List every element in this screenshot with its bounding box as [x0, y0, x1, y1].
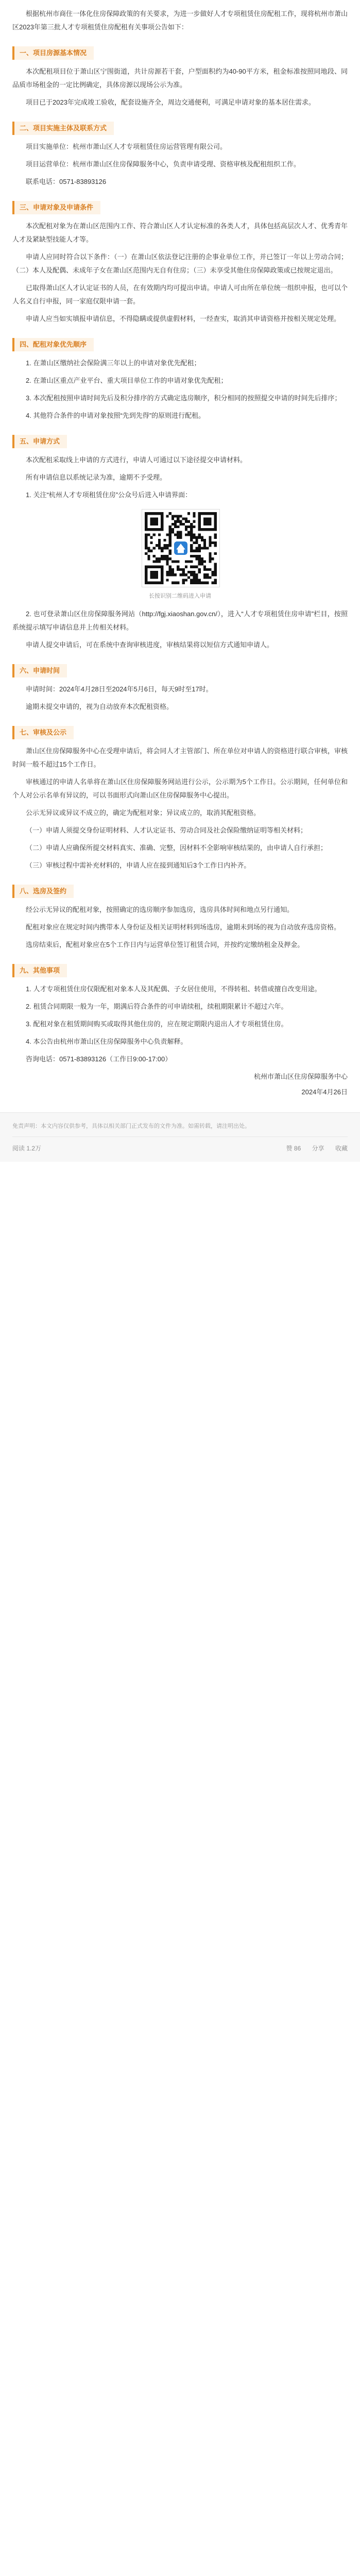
section-9-item: 1. 人才专项租赁住房仅限配租对象本人及其配偶、子女居住使用，不得转租、转借或擅自改变用途。	[26, 985, 321, 993]
section-5-note: 申请人提交申请后，可在系统中查询审核进度，审核结果将以短信方式通知申请人。	[26, 641, 274, 649]
footer-action-bar	[12, 1137, 348, 1154]
section-2-paragraph: 项目运营单位：杭州市萧山区住房保障服务中心，负责申请受理、资格审核及配租组织工作。	[26, 160, 301, 168]
disclaimer-text: 免责声明：本文内容仅供参考，具体以相关部门正式发布的文件为准。如需转载，请注明出处。	[12, 1123, 250, 1129]
section-8-paragraph: 经公示无异议的配租对象，按照确定的选房顺序参加选房，选房具体时间和地点另行通知。	[26, 906, 294, 913]
step-1-text: 1. 关注“杭州人才专项租赁住房”公众号后进入申请界面：	[26, 491, 192, 499]
read-count: 阅读 1.2万	[12, 1145, 42, 1152]
section-4-item: 3. 本次配租按照申请时间先后及积分排序的方式确定选房顺序，积分相同的按照提交申请的时间先后排序；	[26, 394, 341, 402]
section-2-phone: 联系电话：0571-83893126	[26, 178, 107, 185]
intro-paragraph: 根据杭州市商住一体化住房保障政策的有关要求，为进一步做好人才专项租赁住房配租工作，现将杭州市萧山区2023年第三批人才专项租赁住房配租有关事项公告如下：	[12, 10, 348, 31]
section-1-paragraph: 本次配租项目位于萧山区宁围街道，共计房源若干套，户型面积约为40-90平方米，租金标准按照同地段、同品质市场租金的一定比例确定，具体房源以现场公示为准。	[12, 67, 348, 89]
footer-actions	[277, 1143, 348, 1154]
article	[0, 0, 360, 1099]
section-6-paragraph: 申请时间：2024年4月28日至2024年5月6日，每天9时至17时。	[26, 685, 213, 693]
section-4-title: 四、配租对象优先顺序	[12, 338, 94, 351]
section-3-paragraph: 申请人应当如实填报申请信息，不得隐瞒或提供虚假材料，一经查实，取消其申请资格并按相关规定处理。	[26, 315, 341, 323]
section-7-paragraph: 萧山区住房保障服务中心在受理申请后，将会同人才主管部门、所在单位对申请人的资格进行联合审核，审核时间一般不超过15个工作日。	[12, 747, 348, 768]
step-2-text: 2. 也可登录萧山区住房保障服务网站（http://fgj.xiaoshan.gov.cn/），进入“人才专项租赁住房申请”栏目，按照系统提示填写申请信息并上传相关材料。	[12, 610, 348, 631]
section-6-paragraph: 逾期未提交申请的，视为自动放弃本次配租资格。	[26, 703, 174, 710]
section-7-paragraph: 公示无异议或异议不成立的，确定为配租对象；异议成立的，取消其配租资格。	[26, 809, 261, 817]
qr-code-image[interactable]	[142, 509, 220, 587]
section-7-paragraph: （三）审核过程中需补充材料的，申请人应在接到通知后3个工作日内补齐。	[26, 861, 251, 869]
section-4-item: 1. 在萧山区缴纳社会保险满三年以上的申请对象优先配租；	[26, 359, 201, 367]
section-7-paragraph: （二）申请人应确保所提交材料真实、准确、完整，因材料不全影响审核结果的，由申请人自行承担；	[26, 844, 328, 852]
section-7-paragraph: （一）申请人须提交身份证明材料、人才认定证书、劳动合同及社会保险缴纳证明等相关材料；	[26, 826, 307, 834]
section-3-paragraph: 已取得萧山区人才认定证书的人员，在有效期内均可提出申请。申请人可由所在单位统一组织申报，也可以个人名义自行申报，同一家庭仅限申请一套。	[12, 284, 348, 305]
section-1-paragraph: 项目已于2023年完成竣工验收，配套设施齐全，周边交通便利，可满足申请对象的基本居住需求。	[26, 98, 315, 106]
section-8-paragraph: 选房结束后，配租对象应在5个工作日内与运营单位签订租赁合同，并按约定缴纳租金及押金。	[26, 941, 304, 948]
section-7-paragraph: 审核通过的申请人名单将在萧山区住房保障服务网站进行公示，公示期为5个工作日。公示期间，任何单位和个人对公示名单有异议的，可以书面形式向萧山区住房保障服务中心提出。	[12, 778, 348, 799]
qr-code-block[interactable]	[142, 509, 219, 600]
share-button[interactable]: 分享	[312, 1145, 324, 1152]
section-7-title: 七、审核及公示	[12, 726, 74, 739]
article-footer	[0, 1112, 360, 1162]
section-9-item: 2. 租赁合同期限一般为一年，期满后符合条件的可申请续租，续租期限累计不超过六年。	[26, 1003, 288, 1010]
qr-caption: 长按识别二维码进入申请	[149, 593, 211, 599]
signature-org: 杭州市萧山区住房保障服务中心	[253, 1073, 348, 1080]
section-8-paragraph: 配租对象应在规定时间内携带本人身份证及相关证明材料到场选房，逾期未到场的视为自动放弃选房资格。	[26, 923, 341, 931]
section-2-paragraph: 项目实施单位：杭州市萧山区人才专项租赁住房运营管理有限公司。	[26, 143, 227, 150]
signature-date: 2024年4月26日	[301, 1088, 348, 1096]
section-8-title: 八、选房及签约	[12, 885, 74, 898]
section-4-item: 2. 在萧山区重点产业平台、重大项目单位工作的申请对象优先配租；	[26, 377, 228, 384]
section-3-paragraph: 本次配租对象为在萧山区范围内工作、符合萧山区人才认定标准的各类人才，具体包括高层次人才、优秀青年人才及紧缺型技能人才等。	[12, 222, 348, 243]
section-2-title: 二、项目实施主体及联系方式	[12, 122, 114, 135]
section-9-item: 4. 本公告由杭州市萧山区住房保障服务中心负责解释。	[26, 1038, 187, 1045]
section-6-title: 六、申请时间	[12, 664, 67, 677]
section-4-item: 4. 其他符合条件的申请对象按照“先到先得”的原则进行配租。	[26, 412, 205, 419]
section-9-title: 九、其他事项	[12, 964, 67, 977]
section-5-paragraph: 所有申请信息以系统记录为准，逾期不予受理。	[26, 473, 167, 481]
like-button[interactable]: 赞 86	[286, 1145, 301, 1152]
section-3-paragraph: 申请人应同时符合以下条件：（一）在萧山区依法登记注册的企事业单位工作，并已签订一年以上劳动合同；（二）本人及配偶、未成年子女在萧山区范围内无自有住房；（三）未享受其他住房保障政策或已按规定退出。	[12, 253, 348, 274]
contact-line: 咨询电话：0571-83893126（工作日9:00-17:00）	[26, 1055, 172, 1063]
section-9-item: 3. 配租对象在租赁期间购买或取得其他住房的，应在规定期限内退出人才专项租赁住房。	[26, 1020, 288, 1028]
section-5-paragraph: 本次配租采取线上申请的方式进行，申请人可通过以下途径提交申请材料。	[26, 456, 247, 464]
section-3-title: 三、申请对象及申请条件	[12, 201, 100, 214]
favorite-button[interactable]: 收藏	[335, 1145, 348, 1152]
section-5-title: 五、申请方式	[12, 435, 67, 448]
section-1-title: 一、项目房源基本情况	[12, 46, 94, 60]
